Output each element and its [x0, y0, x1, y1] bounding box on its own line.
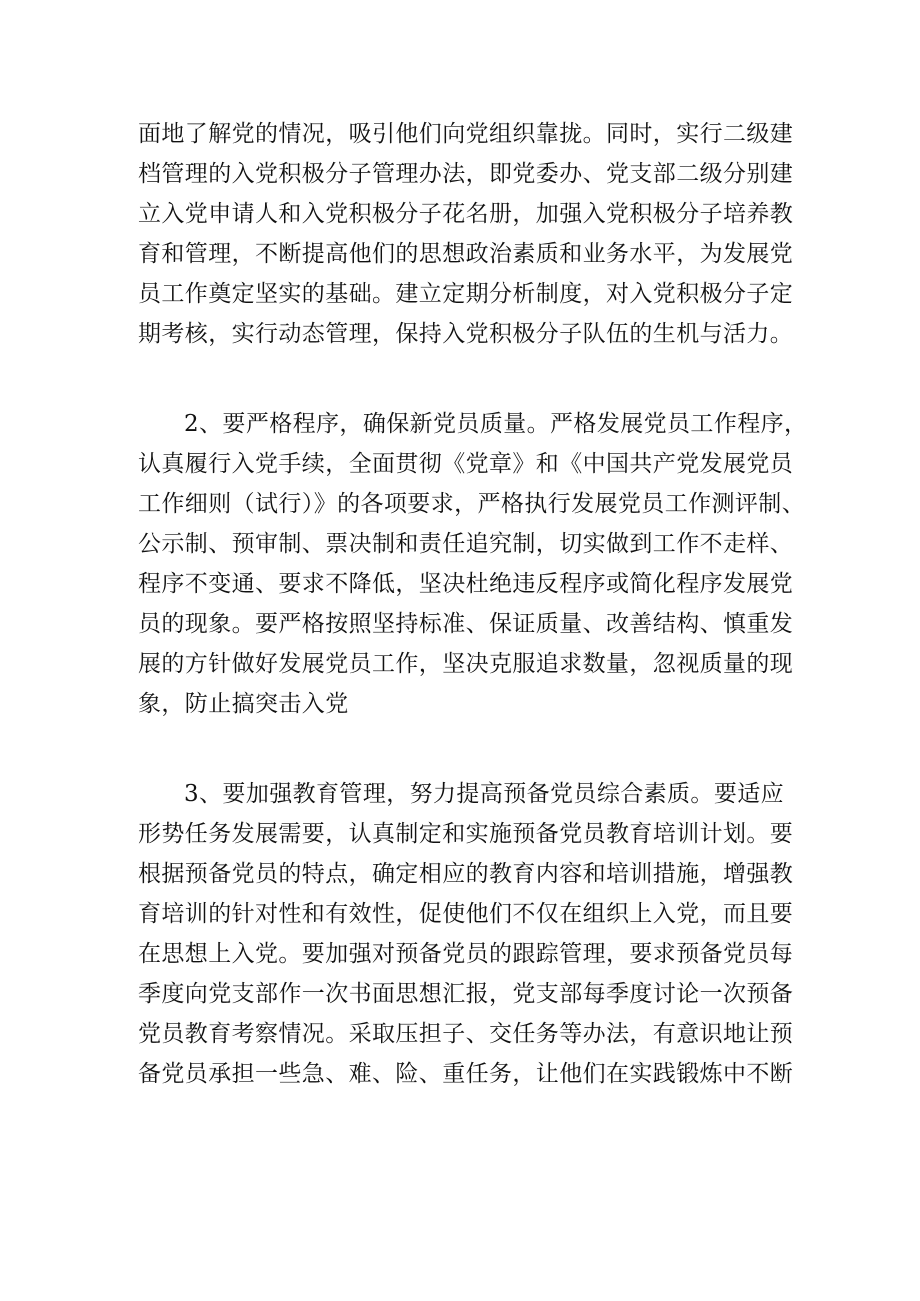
- text-line: 备党员承担一些急、难、险、重任务，让他们在实践锻炼中不断: [138, 1061, 794, 1087]
- text-line: 认真履行入党手续，全面贯彻《党章》和《中国共产党发展党员: [138, 451, 794, 477]
- paragraph-spacer: [138, 354, 798, 404]
- paragraph-1: [138, 114, 798, 354]
- paragraph-spacer: [138, 724, 798, 774]
- text-line: 在思想上入党。要加强对预备党员的跟踪管理，要求预备党员每: [138, 941, 794, 967]
- text-line: 工作细则（试行）》的各项要求，严格执行发展党员工作测评制、: [138, 491, 806, 517]
- text-line: 期考核，实行动态管理，保持入党积极分子队伍的生机与活力。: [138, 321, 794, 347]
- paragraph-3: [138, 774, 798, 1094]
- text-line: 员工作奠定坚实的基础。建立定期分析制度，对入党积极分子定: [138, 281, 794, 307]
- text-line: 立入党申请人和入党积极分子花名册，加强入党积极分子培养教: [138, 201, 794, 227]
- text-line: 季度向党支部作一次书面思想汇报，党支部每季度讨论一次预备: [138, 981, 794, 1007]
- text-line: 面地了解党的情况，吸引他们向党组织靠拢。同时，实行二级建: [138, 121, 794, 147]
- document-body: [138, 114, 808, 1094]
- text-line: 程序不变通、要求不降低，坚决杜绝违反程序或简化程序发展党: [138, 571, 794, 597]
- text-line: 3、要加强教育管理，努力提高预备党员综合素质。要适应: [184, 781, 785, 807]
- text-line: 档管理的入党积极分子管理办法，即党委办、党支部二级分别建: [138, 161, 794, 187]
- text-line: 象，防止搞突击入党: [138, 691, 349, 717]
- text-line: 党员教育考察情况。采取压担子、交任务等办法，有意识地让预: [138, 1021, 794, 1047]
- text-line: 展的方针做好发展党员工作，坚决克服追求数量，忽视质量的现: [138, 651, 794, 677]
- text-line: 公示制、预审制、票决制和责任追究制，切实做到工作不走样、: [138, 531, 794, 557]
- text-line: 育和管理，不断提高他们的思想政治素质和业务水平，为发展党: [138, 241, 794, 267]
- text-line: 员的现象。要严格按照坚持标准、保证质量、改善结构、慎重发: [138, 611, 794, 637]
- text-line: 根据预备党员的特点，确定相应的教育内容和培训措施，增强教: [138, 861, 794, 887]
- text-line: 育培训的针对性和有效性，促使他们不仅在组织上入党，而且要: [138, 901, 794, 927]
- text-line: 2、要严格程序，确保新党员质量。严格发展党员工作程序，: [184, 411, 808, 437]
- paragraph-2: [138, 404, 808, 724]
- text-line: 形势任务发展需要，认真制定和实施预备党员教育培训计划。要: [138, 821, 794, 847]
